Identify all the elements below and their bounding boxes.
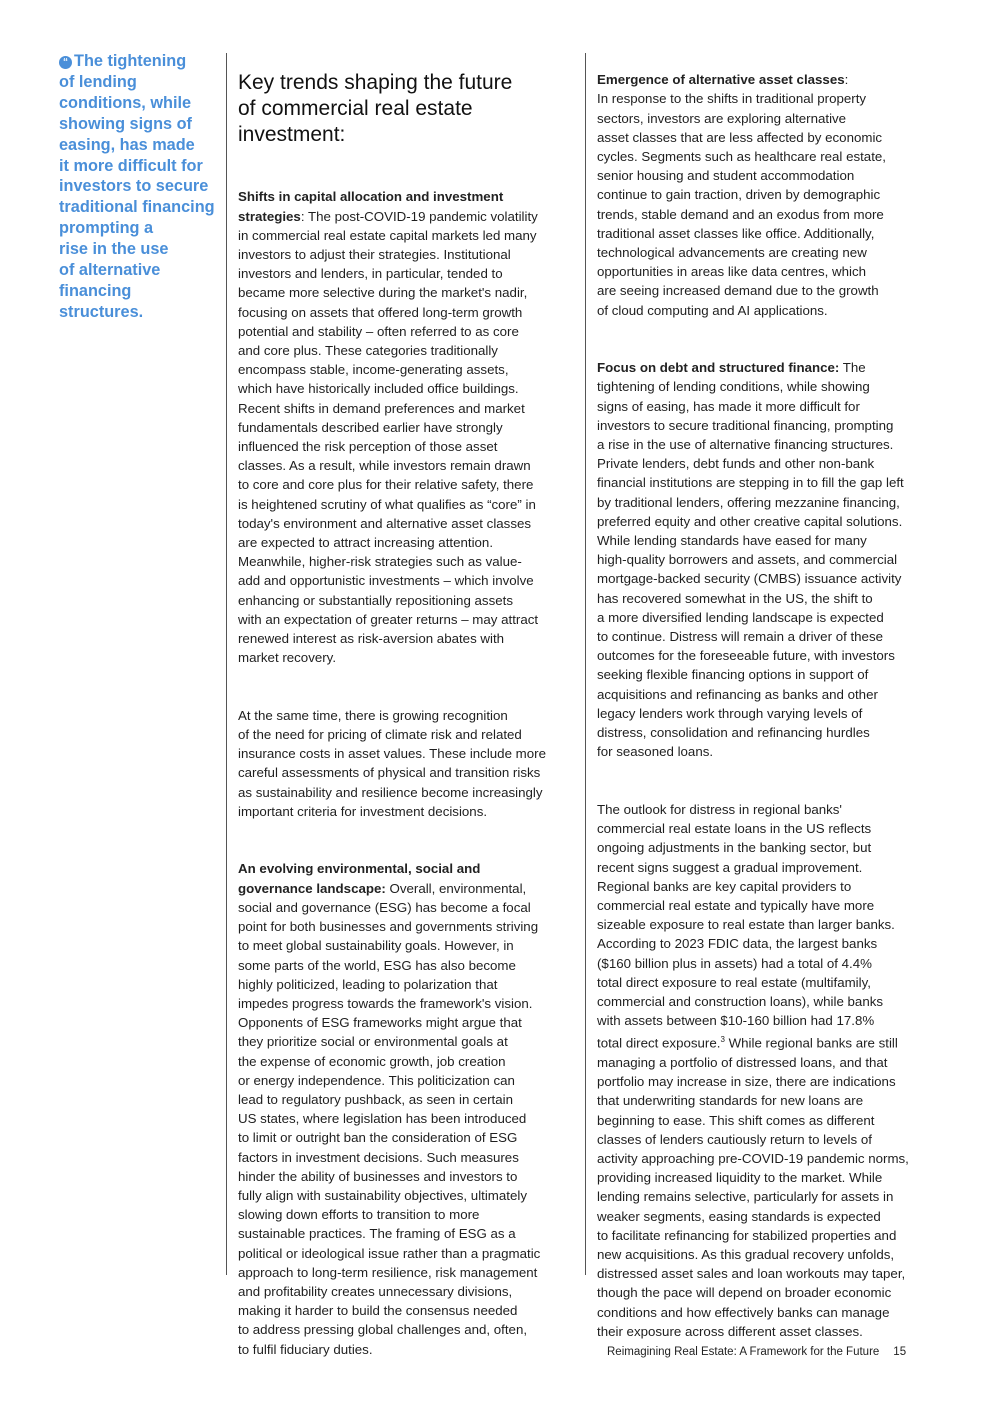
page-footer	[607, 1346, 906, 1358]
right-column	[597, 51, 942, 1379]
paragraph-debt-finance: Focus on debt and structured finance: The tightening of lending conditions, while showing signs of easing, has made it more difficult for investors to secure traditional financing, prompting a rise in the use of alternative financing structures. Private lenders, debt funds and other non-bank financial institutions are stepping in to fill the gap left by traditional lenders, offering mezzanine financing, preferred equity and other creative capital solutions. While lending standards have eased for many high-quality borrowers and assets, and commercial mortgage-backed security (CMBS) issuance activity has recovered somewhat in the US, the shift to a more diversified lending landscape is expected to continue. Distress will remain a driver of these outcomes for the foreseeable future, with investors seeking flexible financing options in support of acquisitions and refinancing as banks and other legacy lenders work through varying levels of distress, consolidation and refinancing hurdles for seasoned loans.	[597, 360, 904, 760]
paragraph-capital-allocation: Shifts in capital allocation and investment strategies: The post-COVID-19 pandemic volatility in commercial real estate capital markets led many investors to adjust their strategies. Institutional investors and lenders, in particular, tended to became more selective during the market's nadir, focusing on assets that offered long-term growth potential and stability – often referred to as core and core plus. These categories traditionally encompass stable, income-generating assets, which have historically included office buildings. Recent shifts in demand preferences and market fundamentals described earlier have strongly influenced the risk perception of those asset classes. As a result, while investors remain drawn to core and core plus for their relative safety, there is heightened scrutiny of what qualifies as “core” in today's environment and alternative asset classes are expected to attract increasing attention. Meanwhile, higher-risk strategies such as value- add and opportunistic investments – which involve enhancing or substantially repositioning assets with an expectation of greater returns – may attract renewed interest as risk-aversion abates with market recovery.	[238, 189, 539, 666]
footnote-ref: 3	[720, 1035, 725, 1045]
page-title: Key trends shaping the future of commercial real estate investment:	[238, 71, 513, 147]
page-number: 15	[893, 1346, 907, 1358]
pull-quote	[59, 51, 219, 323]
column-divider-right	[585, 53, 586, 1275]
paragraph-regional-banks: The outlook for distress in regional banks' commercial real estate loans in the US reflects ongoing adjustments in the banking sector, but recent signs suggest a gradual improvement. Regional banks are key capital providers to commercial real estate and typically have more sizeable exposure to real estate than larger banks. According to 2023 FDIC data, the largest banks ($160 billion plus in assets) had a total of 4.4% total direct exposure to real estate (multifamily, commercial and construction loans), while banks with assets between $10-160 billion had 17.8% total direct exposure.$^3$ While regional banks are still managing a portfolio of distressed loans, and that portfolio may increase in size, there are indications that underwriting standards for new loans are beginning to ease. This shift comes as different classes of lenders cautiously return to levels of activity approaching pre-COVID-19 pandemic norms, providing increased liquidity to the market. While lending remains selective, particularly for assets in weaker segments, easing standards is expected to facilitate refinancing for stabilized properties and new acquisitions. As this gradual recovery unfolds, distressed asset sales and loan workouts may taper, though the pace will depend on broader economic conditions and how effectively banks can manage their exposure across different asset classes.	[597, 801, 909, 1339]
pull-quote-text: The tightening of lending conditions, while showing signs of easing, has made it more difficult for investors to secure traditional financing prompting a rise in the use of alternative financing structures.	[59, 52, 215, 321]
paragraph-alternative-assets: Emergence of alternative asset classes: In response to the shifts in traditional property sectors, investors are exploring alternative asset classes that are less affected by economic cycles. Segments such as healthcare real estate, senior housing and student accommodation continue to gain traction, driven by demographic trends, stable demand and an exodus from more traditional asset classes like office. Additionally, technological advancements are creating new opportunities in areas like data centres, which are seeing increased demand due to the growth of cloud computing and AI applications.	[597, 72, 886, 318]
paragraph-climate-risk: At the same time, there is growing recognition of the need for pricing of climate risk and related insurance costs in asset values. These include more careful assessments of physical and transition risks as sustainability and resilience become increasingly important criteria for investment decisions.	[238, 707, 546, 819]
paragraph-esg-landscape: An evolving environmental, social and governance landscape: Overall, environmental, social and governance (ESG) has become a focal point for both businesses and governments striving to meet global sustainability goals. However, in some parts of the world, ESG has also become highly politicized, leading to polarization that impedes progress towards the framework's vision. Opponents of ESG frameworks might argue that they prioritize social or environmental goals at the expense of economic growth, job creation or energy independence. This politicization can lead to regulatory pushback, as seen in certain US states, where legislation has been introduced to limit or outright ban the consideration of ESG factors in investment decisions. Such measures hinder the ability of businesses and investors to fully align with sustainability objectives, ultimately slowing down efforts to transition to more sustainable practices. The framing of ESG as a political or ideological issue rather than a pragmatic approach to long-term resilience, risk management and profitability creates unnecessary divisions, making it harder to build the consensus needed to address pressing global challenges and, often, to fulfil fiduciary duties.	[238, 861, 541, 1357]
column-divider-left	[226, 53, 227, 1275]
report-subtitle: A Framework for the Future	[736, 1346, 880, 1358]
quote-icon: “	[59, 56, 72, 69]
report-title: Reimagining Real Estate:	[607, 1346, 737, 1358]
main-column	[238, 51, 578, 1397]
